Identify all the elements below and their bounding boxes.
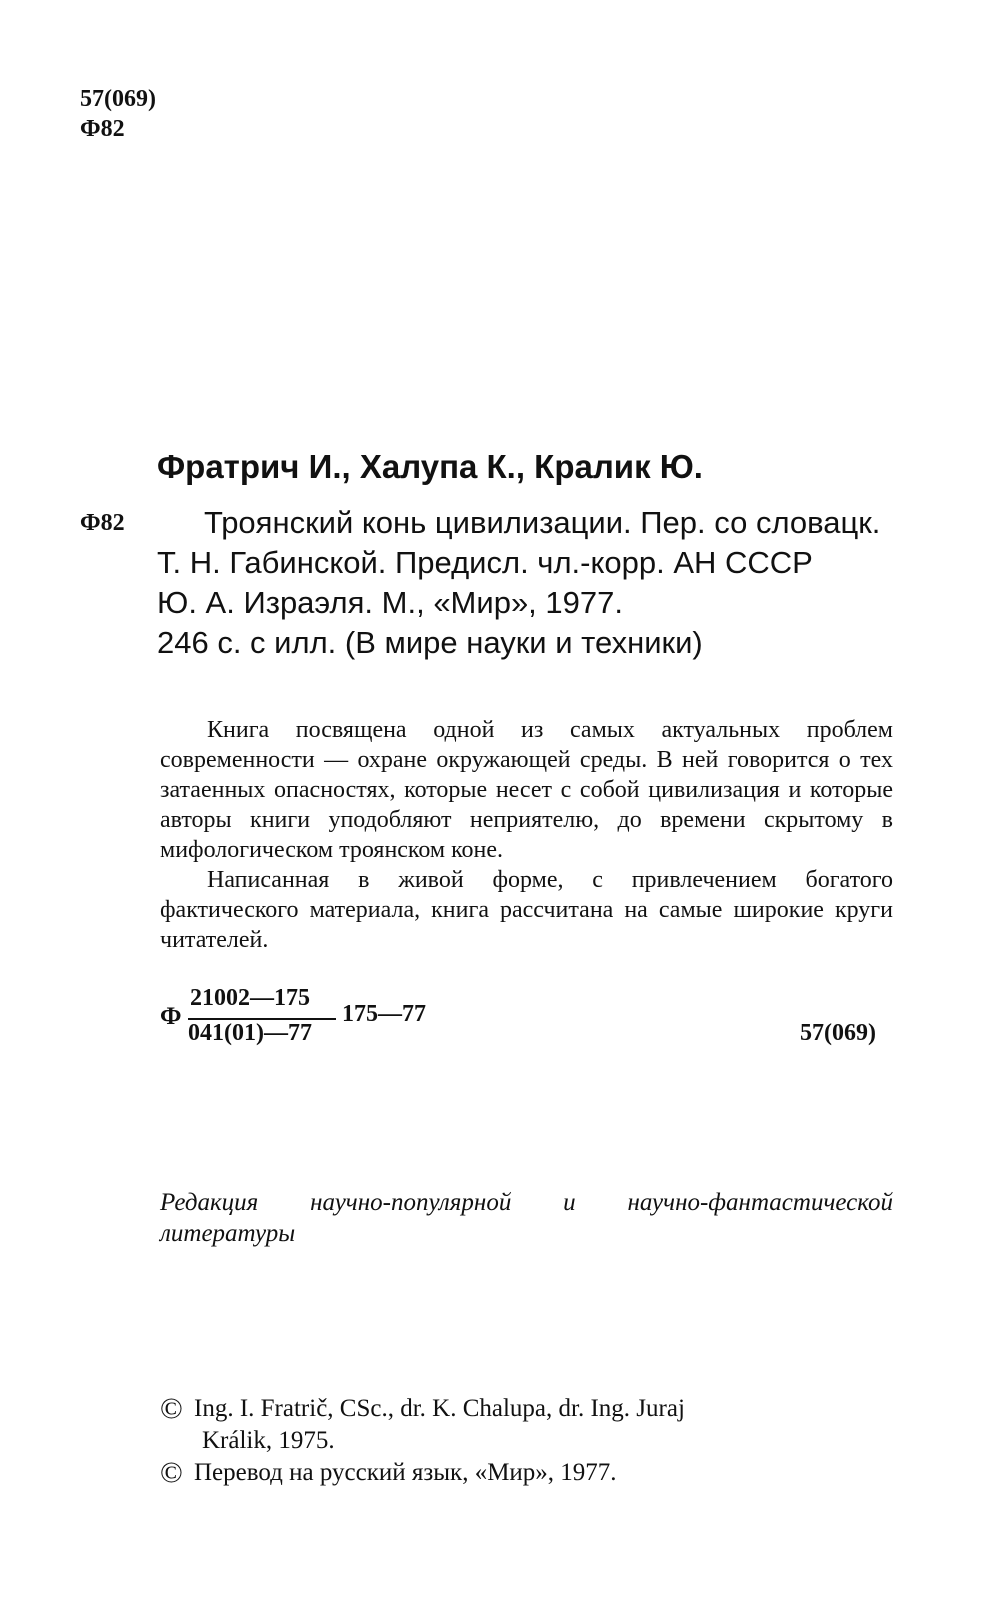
- copyright-original-line2: Králik, 1975.: [202, 1427, 335, 1454]
- bibliographic-description: [157, 503, 880, 663]
- index-suffix: 175—77: [342, 1001, 426, 1027]
- annotation-paragraph: Написанная в живой форме, с привлечением богатого фактического материала, книга рассчитана на самые широкие круги читателей.: [160, 867, 893, 953]
- annotation-paragraph: Книга посвящена одной из самых актуальных проблем современности — охране окружающей среды. В ней говорится о тех затаенных опасностях, которые несет с собой цивилизация и которые авторы книги уподобляют неприятелю, до времени скрытому в мифологическом троянском коне.: [160, 717, 893, 863]
- biblio-line-title: Троянский конь цивилизации. Пер. со словацк.: [204, 505, 881, 540]
- book-authors: Фратрич И., Халупа К., Кралик Ю.: [157, 448, 703, 485]
- udk-classification-bottom: 57(069): [800, 1020, 876, 1046]
- editorial-word: Редакция: [160, 1189, 259, 1216]
- copyright-icon: ©: [160, 1392, 183, 1425]
- biblio-line-pages: 246 с. с илл. (В мире науки и техники): [157, 625, 703, 660]
- author-code: Ф82: [80, 510, 125, 536]
- copyright-original-line1: Ing. I. Fratrič, CSc., dr. K. Chalupa, dr. Ing. Juraj: [194, 1395, 685, 1422]
- editorial-line-1: [160, 1187, 893, 1218]
- copyright-icon: ©: [160, 1456, 183, 1489]
- editorial-word: научно-фантастической: [627, 1189, 893, 1216]
- editorial-word: научно-популярной: [310, 1189, 512, 1216]
- copyright-translation-text: Перевод на русский язык, «Мир», 1977.: [194, 1459, 617, 1486]
- bbk-code: Ф82: [80, 116, 125, 142]
- editorial-office: [160, 1187, 893, 1249]
- udk-classification-top: [80, 84, 156, 144]
- copyright-translation: [160, 1457, 685, 1489]
- copyright-notice: [160, 1393, 685, 1489]
- index-letter: Ф: [160, 1003, 182, 1030]
- editorial-word: и: [563, 1189, 576, 1216]
- biblio-line-publisher: Ю. А. Израэля. М., «Мир», 1977.: [157, 585, 623, 620]
- editorial-line-2: литературы: [160, 1220, 296, 1247]
- copyright-original: [160, 1393, 685, 1425]
- index-numerator: 21002—175: [190, 985, 310, 1011]
- book-annotation: [160, 715, 893, 955]
- biblio-line-translator: Т. Н. Габинской. Предисл. чл.-корр. АН СССР: [157, 545, 813, 580]
- index-denominator: 041(01)—77: [188, 1020, 312, 1046]
- udk-code: 57(069): [80, 86, 156, 112]
